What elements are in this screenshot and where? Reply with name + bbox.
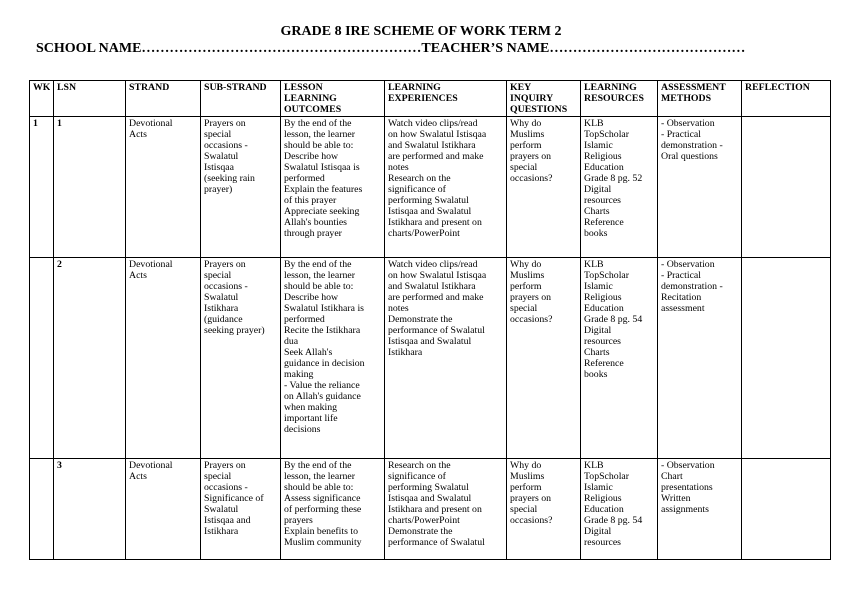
strand-cell: Devotional Acts: [126, 117, 201, 258]
reflection-cell[interactable]: [742, 459, 831, 560]
outcomes-cell: By the end of the lesson, the learner should be able to: Describe how Swalatul Istikhara is performed Recite the Istikhara dua Seek Allah's guidance in decision making - Value the reliance on Allah's guidance when making important life decisions: [281, 258, 385, 459]
table-row: [30, 459, 831, 560]
table-header-row: [30, 81, 831, 117]
wk-cell: [30, 459, 54, 560]
lsn-cell: 3: [54, 459, 126, 560]
scheme-of-work-table: [29, 80, 831, 560]
header-learning-resources: LEARNING RESOURCES: [581, 81, 658, 117]
lsn-cell: 2: [54, 258, 126, 459]
wk-cell: [30, 258, 54, 459]
assessment-cell: - Observation - Practical demonstration - Recitation assessment: [658, 258, 742, 459]
outcomes-cell: By the end of the lesson, the learner should be able to: Describe how Swalatul Istisqaa is performed Explain the features of this prayer Appreciate seeking Allah's bounties through prayer: [281, 117, 385, 258]
reflection-cell[interactable]: [742, 258, 831, 459]
resources-cell: KLB TopScholar Islamic Religious Education Grade 8 pg. 54 Digital resources Charts Reference books: [581, 258, 658, 459]
strand-cell: Devotional Acts: [126, 258, 201, 459]
wk-cell: 1: [30, 117, 54, 258]
strand-cell: Devotional Acts: [126, 459, 201, 560]
questions-cell: Why do Muslims perform prayers on special occasions?: [507, 258, 581, 459]
document-title: GRADE 8 IRE SCHEME OF WORK TERM 2: [280, 24, 562, 39]
reflection-cell[interactable]: [742, 117, 831, 258]
outcomes-cell: By the end of the lesson, the learner should be able to: Assess significance of performing these prayers Explain benefits to Muslim community: [281, 459, 385, 560]
header-assessment-methods: ASSESSMENT METHODS: [658, 81, 742, 117]
sub-strand-cell: Prayers on special occasions - Significance of Swalatul Istisqaa and Istikhara: [201, 459, 281, 560]
sub-strand-cell: Prayers on special occasions - Swalatul Istisqaa (seeking rain prayer): [201, 117, 281, 258]
header-learning-experiences: LEARNING EXPERIENCES: [385, 81, 507, 117]
header-wk: WK: [30, 81, 54, 117]
header-learning-outcomes: LESSON LEARNING OUTCOMES: [281, 81, 385, 117]
header-sub-strand: SUB-STRAND: [201, 81, 281, 117]
experiences-cell: Watch video clips/read on how Swalatul Istisqaa and Swalatul Istikhara are performed and make notes Demonstrate the performance of Swalatul Istisqaa and Swalatul Istikhara: [385, 258, 507, 459]
questions-cell: Why do Muslims perform prayers on special occasions?: [507, 459, 581, 560]
header-key-inquiry-questions: KEY INQUIRY QUESTIONS: [507, 81, 581, 117]
experiences-cell: Research on the significance of performing Swalatul Istisqaa and Swalatul Istikhara and present on charts/PowerPoint Demonstrate the performance of Swalatul: [385, 459, 507, 560]
table-row: [30, 117, 831, 258]
header-strand: STRAND: [126, 81, 201, 117]
resources-cell: KLB TopScholar Islamic Religious Education Grade 8 pg. 54 Digital resources: [581, 459, 658, 560]
experiences-cell: Watch video clips/read on how Swalatul Istisqaa and Swalatul Istikhara are performed and make notes Research on the significance of performing Swalatul Istisqaa and Swalatul Istikhara and present on charts/PowerPoint: [385, 117, 507, 258]
header-lsn: LSN: [54, 81, 126, 117]
resources-cell: KLB TopScholar Islamic Religious Education Grade 8 pg. 52 Digital resources Charts Reference books: [581, 117, 658, 258]
school-teacher-line: SCHOOL NAME……………………………………………………TEACHER’S NAME……………………………………: [36, 41, 746, 56]
questions-cell: Why do Muslims perform prayers on special occasions?: [507, 117, 581, 258]
table-row: [30, 258, 831, 459]
assessment-cell: - Observation - Practical demonstration - Oral questions: [658, 117, 742, 258]
lsn-cell: 1: [54, 117, 126, 258]
assessment-cell: - Observation Chart presentations Written assignments: [658, 459, 742, 560]
header-reflection: REFLECTION: [742, 81, 831, 117]
sub-strand-cell: Prayers on special occasions - Swalatul Istikhara (guidance seeking prayer): [201, 258, 281, 459]
